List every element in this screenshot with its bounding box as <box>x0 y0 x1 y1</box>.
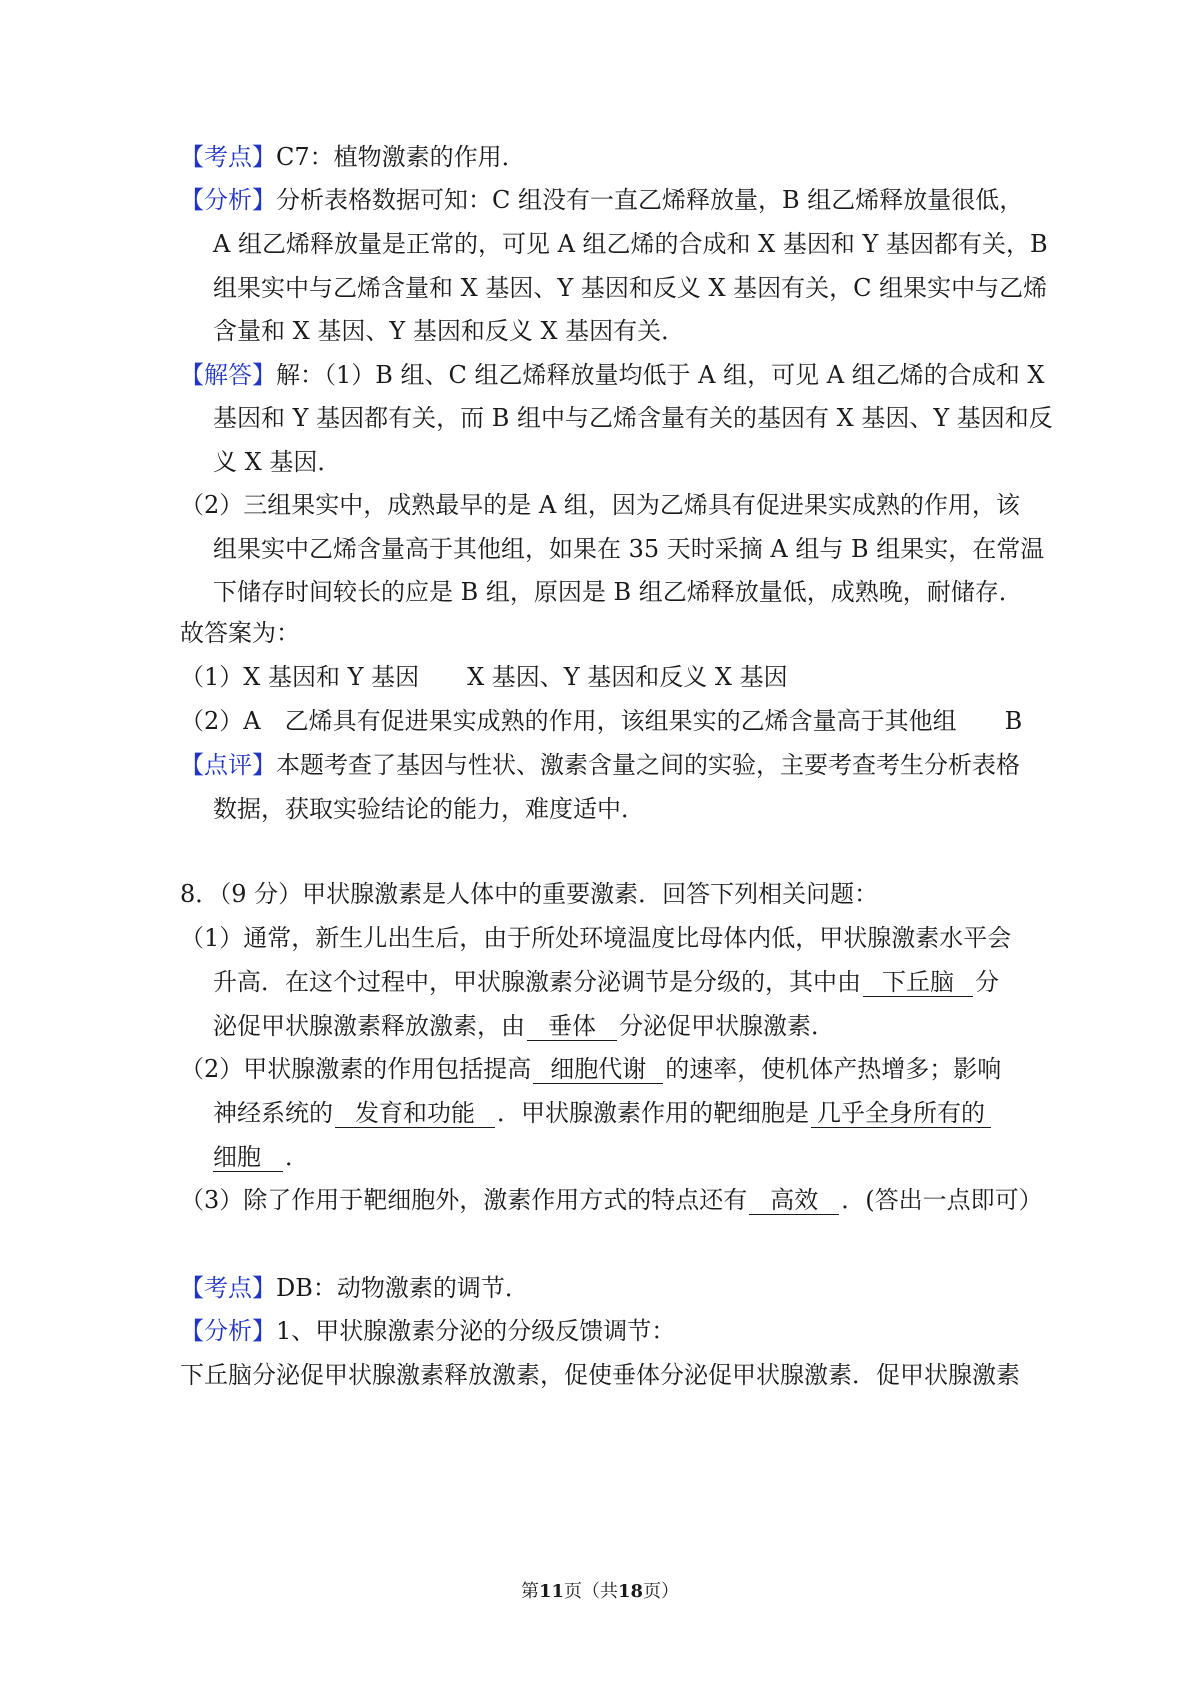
q8-fenxi-text: 1、甲状腺激素分泌的分级反馈调节： <box>276 1317 676 1345</box>
q8-kaodian-tag: 【考点】 <box>180 1274 276 1302</box>
jieda-line-4: （2）三组果实中，成熟最早的是 A 组，因为乙烯具有促进果实成熟的作用，该 <box>180 491 1020 519</box>
footer-mid: 页（共 <box>564 1581 618 1602</box>
footer-page-number: 11 <box>538 1581 564 1602</box>
q8-p2-line-1 <box>180 1052 1001 1086</box>
q8-kaodian-line <box>180 1271 529 1305</box>
q8-p1-line-3 <box>213 1009 835 1043</box>
q8-stem: 8．（9 分）甲状腺激素是人体中的重要激素．回答下列相关问题： <box>180 880 879 908</box>
answer-1: （1）X 基因和 Y 基因 X 基因、Y 基因和反义 X 基因 <box>180 663 788 691</box>
fenxi-line-3: 组果实中与乙烯含量和 X 基因、Y 基因和反义 X 基因有关，C 组果实中与乙烯 <box>213 274 1048 302</box>
answer-blank-cells: 细胞 <box>213 1143 283 1172</box>
dianping-line-1 <box>180 748 1020 782</box>
q8-p2-line-2 <box>213 1096 991 1130</box>
jieda-line-6: 下储存时间较长的应是 B 组，原因是 B 组乙烯释放量低，成熟晚，耐储存． <box>213 578 1023 606</box>
q8-p1-line-1: （1）通常，新生儿出生后，由于所处环境温度比母体内低，甲状腺激素水平会 <box>180 924 1012 952</box>
jieda-line-1 <box>180 358 1044 392</box>
q8-fenxi-tag: 【分析】 <box>180 1317 276 1345</box>
answer-blank-target-cells: 几乎全身所有的 <box>811 1099 991 1128</box>
answer-blank-efficient: 高效 <box>749 1186 839 1215</box>
q8-p1-c-text: 泌促甲状腺激素释放激素，由 <box>213 1012 525 1040</box>
q8-kaodian-text: DB：动物激素的调节． <box>276 1274 529 1302</box>
q8-p1-c-text-end: 分泌促甲状腺激素． <box>619 1012 835 1040</box>
dianping-tag: 【点评】 <box>180 751 276 779</box>
jieda-line-3: 义 X 基因． <box>213 448 342 476</box>
answer-heading: 故答案为： <box>180 619 300 647</box>
jieda-line-5: 组果实中乙烯含量高于其他组，如果在 35 天时采摘 A 组与 B 组果实，在常温 <box>213 535 1045 563</box>
q8-p1-text-end: 分 <box>975 968 999 996</box>
dianping-line-2: 数据，获取实验结论的能力，难度适中． <box>213 795 645 823</box>
q8-p2-b-mid: ．甲状腺激素作用的靶细胞是 <box>497 1099 809 1127</box>
q8-p3-text: （3）除了作用于靶细胞外，激素作用方式的特点还有 <box>180 1186 748 1214</box>
jieda-text: 解：（1）B 组、C 组乙烯释放量均低于 A 组，可见 A 组乙烯的合成和 X <box>276 361 1045 389</box>
answer-blank-development: 发育和功能 <box>335 1099 495 1128</box>
q8-p2-text-end: 的速率，使机体产热增多；影响 <box>665 1055 1002 1083</box>
kaodian-tag: 【考点】 <box>180 143 276 171</box>
q8-last-line: 下丘脑分泌促甲状腺激素释放激素，促使垂体分泌促甲状腺激素．促甲状腺激素 <box>180 1361 1020 1389</box>
kaodian-line <box>180 140 526 174</box>
q8-p2-text: （2）甲状腺激素的作用包括提高 <box>180 1055 532 1083</box>
q8-p2-line-3 <box>213 1140 309 1174</box>
q8-p3-line <box>180 1183 1043 1217</box>
answer-2: （2）A 乙烯具有促进果实成熟的作用，该组果实的乙烯含量高于其他组 B <box>180 707 1023 735</box>
footer-pre: 第 <box>520 1581 539 1602</box>
q8-fenxi-line <box>180 1314 675 1348</box>
page-footer <box>0 1580 1200 1604</box>
q8-p2-b-text: 神经系统的 <box>213 1099 333 1127</box>
answer-blank-hypothalamus: 下丘脑 <box>863 968 973 997</box>
q8-p2-c-end: ． <box>285 1143 309 1171</box>
fenxi-line-1 <box>180 183 1023 217</box>
fenxi-text: 分析表格数据可知：C 组没有一直乙烯释放量，B 组乙烯释放量很低， <box>276 186 1024 214</box>
dianping-text: 本题考查了基因与性状、激素含量之间的实验，主要考查考生分析表格 <box>276 751 1020 779</box>
kaodian-text: C7：植物激素的作用． <box>276 143 526 171</box>
answer-blank-metabolism: 细胞代谢 <box>533 1055 663 1084</box>
q8-p3-text-end: ．(答出一点即可） <box>841 1186 1043 1214</box>
q8-p1-text: 升高．在这个过程中，甲状腺激素分泌调节是分级的，其中由 <box>213 968 861 996</box>
fenxi-tag: 【分析】 <box>180 186 276 214</box>
fenxi-line-2: A 组乙烯释放量是正常的，可见 A 组乙烯的合成和 X 基因和 Y 基因都有关，B <box>213 230 1048 258</box>
jieda-line-2: 基因和 Y 基因都有关，而 B 组中与乙烯含量有关的基因有 X 基因、Y 基因和反 <box>213 404 1053 432</box>
answer-blank-pituitary: 垂体 <box>527 1012 617 1041</box>
fenxi-line-4: 含量和 X 基因、Y 基因和反义 X 基因有关． <box>213 317 686 345</box>
q8-p1-line-2 <box>213 965 999 999</box>
jieda-tag: 【解答】 <box>180 361 276 389</box>
footer-total-pages: 18 <box>618 1581 644 1602</box>
footer-post: 页） <box>643 1581 680 1602</box>
